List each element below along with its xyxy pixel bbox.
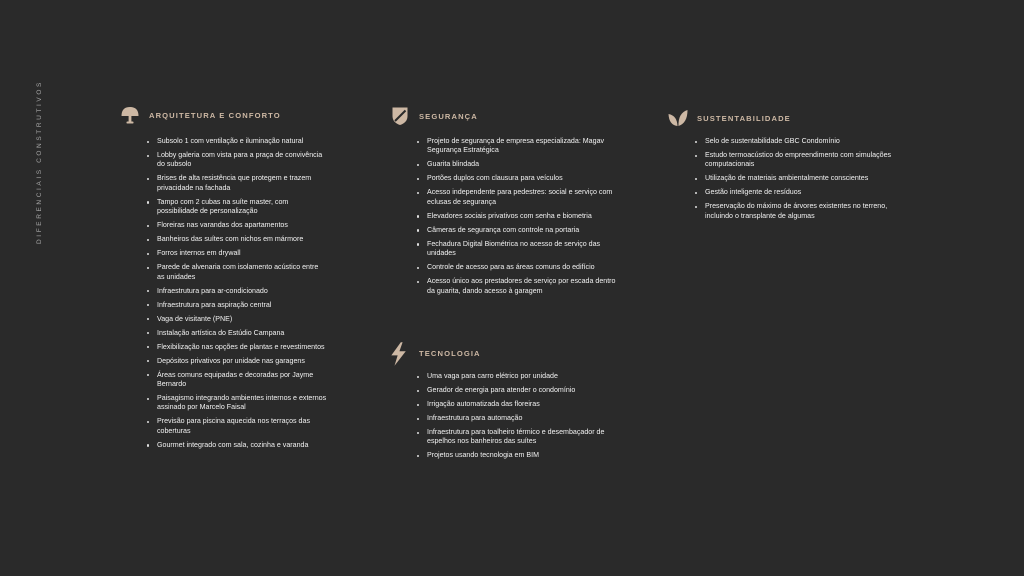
list-item: Infraestrutura para ar-condicionado <box>147 287 327 296</box>
list-item: Guarita blindada <box>417 160 617 169</box>
section-title: ARQUITETURA E CONFORTO <box>149 111 281 120</box>
list-item: Fechadura Digital Biométrica no acesso de serviço das unidades <box>417 240 617 259</box>
list-item: Gourmet integrado com sala, cozinha e varanda <box>147 441 327 450</box>
shield-icon <box>390 106 410 126</box>
section-title: SUSTENTABILIDADE <box>697 114 791 123</box>
item-list <box>147 137 327 455</box>
list-item: Paisagismo integrando ambientes internos e externos assinado por Marcelo Faisal <box>147 394 327 413</box>
item-list <box>417 372 617 465</box>
list-item: Selo de sustentabilidade GBC Condomínio <box>695 137 895 146</box>
list-item: Forros internos em drywall <box>147 249 327 258</box>
list-item: Subsolo 1 com ventilação e iluminação natural <box>147 137 327 146</box>
list-item: Flexibilização nas opções de plantas e revestimentos <box>147 343 327 352</box>
list-item: Portões duplos com clausura para veículos <box>417 174 617 183</box>
list-item: Irrigação automatizada das floreiras <box>417 400 617 409</box>
list-item: Estudo termoacústico do empreendimento com simulações computacionais <box>695 151 895 170</box>
list-item: Utilização de materiais ambientalmente conscientes <box>695 174 895 183</box>
section-title: SEGURANÇA <box>419 112 478 121</box>
list-item: Uma vaga para carro elétrico por unidade <box>417 372 617 381</box>
list-item: Lobby galeria com vista para a praça de convivência do subsolo <box>147 151 327 170</box>
side-label: DIFERENCIAIS CONSTRUTIVOS <box>36 80 43 244</box>
list-item: Floreiras nas varandas dos apartamentos <box>147 221 327 230</box>
list-item: Previsão para piscina aquecida nos terraços das coberturas <box>147 417 327 436</box>
list-item: Vaga de visitante (PNE) <box>147 315 327 324</box>
leaves-icon <box>668 109 688 129</box>
list-item: Gestão inteligente de resíduos <box>695 188 895 197</box>
lightning-icon <box>390 342 408 366</box>
list-item: Brises de alta resistência que protegem e trazem privacidade na fachada <box>147 174 327 193</box>
list-item: Parede de alvenaria com isolamento acústico entre as unidades <box>147 263 327 282</box>
list-item: Gerador de energia para atender o condomínio <box>417 386 617 395</box>
lamp-icon <box>120 105 140 125</box>
list-item: Preservação do máximo de árvores existentes no terreno, incluindo o transplante de algumas <box>695 202 895 221</box>
list-item: Infraestrutura para toalheiro térmico e desembaçador de espelhos nos banheiros das suítes <box>417 428 617 447</box>
section-title: TECNOLOGIA <box>419 349 481 358</box>
list-item: Infraestrutura para aspiração central <box>147 301 327 310</box>
list-item: Projetos usando tecnologia em BIM <box>417 451 617 460</box>
item-list <box>695 137 895 226</box>
list-item: Câmeras de segurança com controle na portaria <box>417 226 617 235</box>
list-item: Banheiros das suítes com nichos em mármore <box>147 235 327 244</box>
list-item: Tampo com 2 cubas na suíte master, com possibilidade de personalização <box>147 198 327 217</box>
item-list <box>417 137 617 301</box>
list-item: Infraestrutura para automação <box>417 414 617 423</box>
list-item: Instalação artística do Estúdio Campana <box>147 329 327 338</box>
list-item: Acesso independente para pedestres: social e serviço com eclusas de segurança <box>417 188 617 207</box>
list-item: Acesso único aos prestadores de serviço por escada dentro da guarita, dando acesso à garagem <box>417 277 617 296</box>
list-item: Controle de acesso para as áreas comuns do edifício <box>417 263 617 272</box>
list-item: Elevadores sociais privativos com senha e biometria <box>417 212 617 221</box>
list-item: Depósitos privativos por unidade nas garagens <box>147 357 327 366</box>
list-item: Projeto de segurança de empresa especializada: Magav Segurança Estratégica <box>417 137 617 156</box>
list-item: Áreas comuns equipadas e decoradas por Jayme Bernardo <box>147 371 327 390</box>
